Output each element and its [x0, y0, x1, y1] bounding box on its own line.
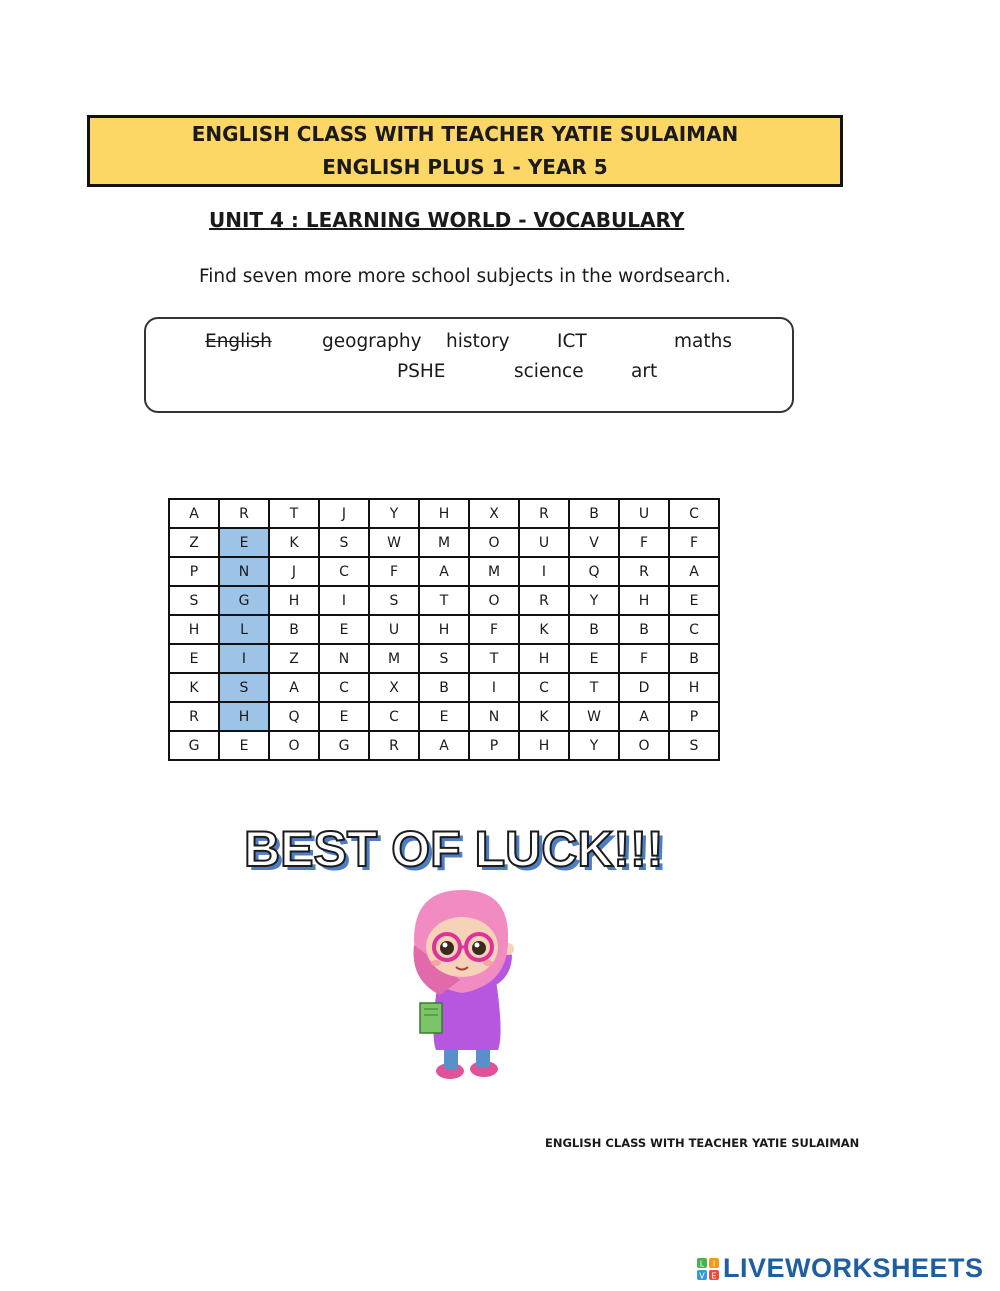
wordsearch-cell[interactable]: S: [369, 586, 419, 615]
word-art: art: [631, 361, 658, 382]
wordsearch-cell[interactable]: C: [319, 673, 369, 702]
wordsearch-cell[interactable]: Y: [569, 731, 619, 760]
wordsearch-cell[interactable]: H: [419, 615, 469, 644]
wordsearch-cell[interactable]: S: [169, 586, 219, 615]
wordsearch-cell[interactable]: M: [419, 528, 469, 557]
wordsearch-cell[interactable]: H: [619, 586, 669, 615]
wordsearch-cell[interactable]: R: [219, 499, 269, 528]
wordsearch-cell[interactable]: H: [669, 673, 719, 702]
wordsearch-cell[interactable]: I: [519, 557, 569, 586]
liveworksheets-logo[interactable]: [697, 1253, 984, 1284]
word-english: English: [205, 331, 272, 352]
wordsearch-cell[interactable]: Q: [269, 702, 319, 731]
wordsearch-row: [169, 731, 719, 760]
word-pshe: PSHE: [397, 361, 446, 382]
wordsearch-cell[interactable]: E: [219, 731, 269, 760]
wordsearch-cell[interactable]: K: [169, 673, 219, 702]
wordsearch-cell[interactable]: S: [219, 673, 269, 702]
wordsearch-row: [169, 586, 719, 615]
liveworksheets-icon: [697, 1258, 719, 1280]
wordsearch-cell[interactable]: X: [369, 673, 419, 702]
wordsearch-cell[interactable]: T: [569, 673, 619, 702]
wordsearch-cell[interactable]: B: [419, 673, 469, 702]
wordsearch-cell[interactable]: B: [569, 499, 619, 528]
wordsearch-cell[interactable]: C: [519, 673, 569, 702]
wordsearch-cell[interactable]: S: [669, 731, 719, 760]
wordsearch-cell[interactable]: O: [469, 586, 519, 615]
wordsearch-cell[interactable]: C: [669, 615, 719, 644]
word-maths: maths: [674, 331, 732, 352]
svg-text:L: L: [699, 1259, 705, 1268]
wordsearch-row: [169, 528, 719, 557]
wordsearch-cell[interactable]: F: [369, 557, 419, 586]
wordsearch-cell[interactable]: E: [319, 702, 369, 731]
hijab-girl-illustration: [400, 885, 530, 1085]
wordsearch-cell[interactable]: M: [469, 557, 519, 586]
wordsearch-cell[interactable]: P: [469, 731, 519, 760]
wordsearch-cell[interactable]: O: [619, 731, 669, 760]
wordsearch-cell[interactable]: B: [269, 615, 319, 644]
footer-credit: ENGLISH CLASS WITH TEACHER YATIE SULAIMAN: [545, 1136, 860, 1150]
liveworksheets-wordmark: LIVEWORKSHEETS: [723, 1253, 984, 1283]
wordsearch-cell[interactable]: V: [569, 528, 619, 557]
wordsearch-cell[interactable]: I: [469, 673, 519, 702]
wordsearch-cell[interactable]: A: [419, 731, 469, 760]
wordsearch-cell[interactable]: E: [669, 586, 719, 615]
wordsearch-cell[interactable]: G: [219, 586, 269, 615]
wordsearch-cell[interactable]: E: [169, 644, 219, 673]
wordsearch-cell[interactable]: G: [319, 731, 369, 760]
wordsearch-cell[interactable]: F: [669, 528, 719, 557]
wordsearch-cell[interactable]: X: [469, 499, 519, 528]
wordsearch-cell[interactable]: B: [669, 644, 719, 673]
svg-text:V: V: [699, 1271, 705, 1280]
wordsearch-cell[interactable]: K: [519, 615, 569, 644]
wordsearch-grid: [168, 498, 720, 761]
wordsearch-cell[interactable]: C: [669, 499, 719, 528]
wordsearch-cell[interactable]: T: [269, 499, 319, 528]
wordsearch-cell[interactable]: A: [269, 673, 319, 702]
wordsearch-cell[interactable]: H: [219, 702, 269, 731]
wordsearch-cell[interactable]: W: [569, 702, 619, 731]
wordsearch-row: [169, 615, 719, 644]
wordsearch-cell[interactable]: Z: [169, 528, 219, 557]
word-science: science: [514, 361, 584, 382]
wordsearch-cell[interactable]: I: [319, 586, 369, 615]
wordsearch-cell[interactable]: G: [169, 731, 219, 760]
wordsearch-cell[interactable]: O: [469, 528, 519, 557]
wordsearch-cell[interactable]: U: [369, 615, 419, 644]
wordsearch-cell[interactable]: P: [169, 557, 219, 586]
wordsearch-cell[interactable]: R: [519, 586, 569, 615]
word-history: history: [446, 331, 510, 352]
unit-title: UNIT 4 : LEARNING WORLD - VOCABULARY: [209, 208, 685, 232]
wordsearch-cell[interactable]: W: [369, 528, 419, 557]
wordsearch-cell[interactable]: Y: [369, 499, 419, 528]
wordsearch-cell[interactable]: F: [619, 528, 669, 557]
wordsearch-row: [169, 557, 719, 586]
wordsearch-cell[interactable]: H: [269, 586, 319, 615]
word-bank: [144, 317, 794, 413]
wordsearch-cell[interactable]: P: [669, 702, 719, 731]
wordsearch-row: [169, 702, 719, 731]
instruction-text: Find seven more more school subjects in the wordsearch.: [199, 266, 731, 287]
wordsearch-cell[interactable]: H: [519, 731, 569, 760]
wordsearch-cell[interactable]: O: [269, 731, 319, 760]
wordsearch-cell[interactable]: N: [469, 702, 519, 731]
wordsearch-cell[interactable]: N: [319, 644, 369, 673]
wordsearch-row: [169, 644, 719, 673]
header-line-1: ENGLISH CLASS WITH TEACHER YATIE SULAIMAN: [191, 122, 739, 146]
wordsearch-cell[interactable]: E: [319, 615, 369, 644]
wordsearch-cell[interactable]: J: [269, 557, 319, 586]
wordsearch-cell[interactable]: C: [369, 702, 419, 731]
wordsearch-cell[interactable]: N: [219, 557, 269, 586]
wordsearch-cell[interactable]: C: [319, 557, 369, 586]
wordsearch-cell[interactable]: S: [319, 528, 369, 557]
wordsearch-cell[interactable]: A: [619, 702, 669, 731]
wordsearch-cell[interactable]: R: [619, 557, 669, 586]
header-line-2: ENGLISH PLUS 1 - YEAR 5: [322, 155, 608, 179]
wordsearch-cell[interactable]: A: [419, 557, 469, 586]
wordsearch-cell[interactable]: B: [619, 615, 669, 644]
wordsearch-cell[interactable]: H: [419, 499, 469, 528]
wordsearch-row: [169, 673, 719, 702]
wordsearch-cell[interactable]: E: [419, 702, 469, 731]
wordsearch-cell[interactable]: Z: [269, 644, 319, 673]
svg-text:I: I: [712, 1259, 716, 1268]
wordsearch-cell[interactable]: S: [419, 644, 469, 673]
wordsearch-cell[interactable]: U: [619, 499, 669, 528]
wordsearch-cell[interactable]: A: [669, 557, 719, 586]
wordsearch-cell[interactable]: R: [519, 499, 569, 528]
svg-text:E: E: [711, 1271, 717, 1280]
wordsearch-cell[interactable]: I: [219, 644, 269, 673]
wordsearch-cell[interactable]: A: [169, 499, 219, 528]
wordsearch-cell[interactable]: F: [469, 615, 519, 644]
wordsearch-cell[interactable]: B: [569, 615, 619, 644]
wordsearch-cell[interactable]: K: [269, 528, 319, 557]
wordsearch-cell[interactable]: Q: [569, 557, 619, 586]
wordsearch-cell[interactable]: T: [469, 644, 519, 673]
wordsearch-cell[interactable]: D: [619, 673, 669, 702]
wordsearch-cell[interactable]: K: [519, 702, 569, 731]
wordsearch-cell[interactable]: U: [519, 528, 569, 557]
wordsearch-cell[interactable]: H: [519, 644, 569, 673]
header-banner: [87, 115, 843, 187]
wordsearch-cell[interactable]: H: [169, 615, 219, 644]
wordsearch-cell[interactable]: F: [619, 644, 669, 673]
wordsearch-cell[interactable]: J: [319, 499, 369, 528]
wordsearch-cell[interactable]: L: [219, 615, 269, 644]
wordsearch-cell[interactable]: Y: [569, 586, 619, 615]
wordsearch-cell[interactable]: E: [219, 528, 269, 557]
wordsearch-row: [169, 499, 719, 528]
wordsearch-cell[interactable]: R: [369, 731, 419, 760]
wordsearch-cell[interactable]: T: [419, 586, 469, 615]
best-of-luck-banner: BEST OF LUCK!!!: [244, 821, 664, 877]
wordsearch-cell[interactable]: M: [369, 644, 419, 673]
wordsearch-cell[interactable]: R: [169, 702, 219, 731]
wordsearch-cell[interactable]: E: [569, 644, 619, 673]
word-ict: ICT: [557, 331, 587, 352]
word-geography: geography: [322, 331, 422, 352]
